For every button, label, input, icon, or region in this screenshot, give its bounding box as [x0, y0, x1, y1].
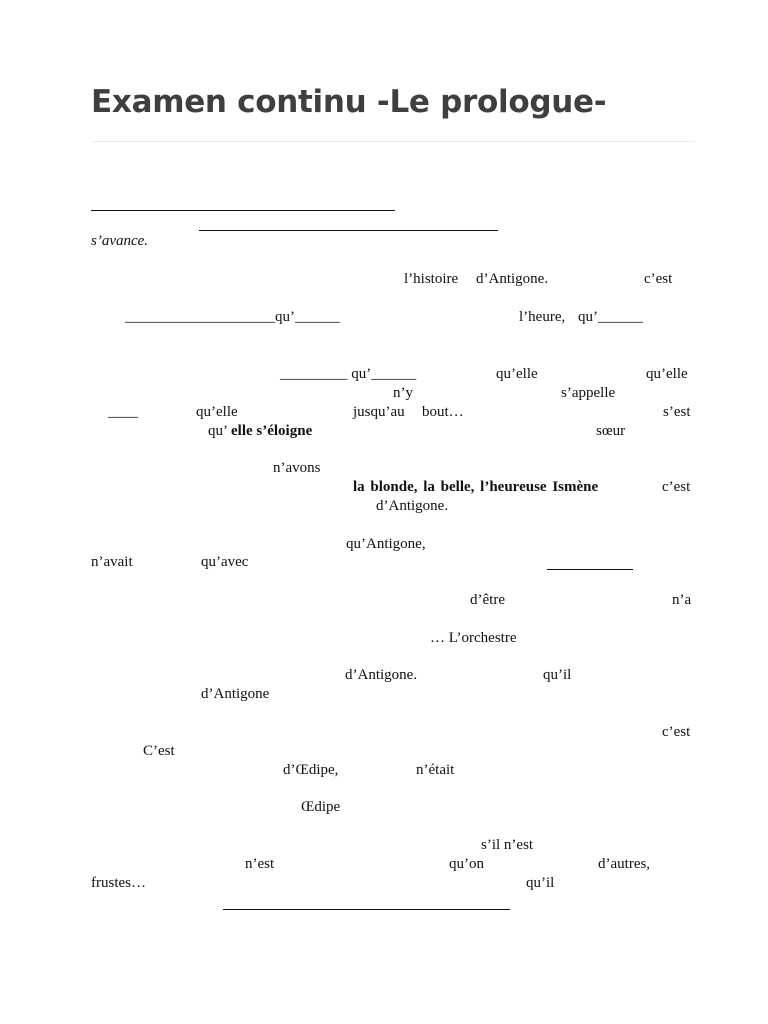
text-fragment: c’est	[662, 724, 691, 740]
text-fragment: frustes…	[91, 875, 146, 891]
text-fragment: jusqu’au	[353, 404, 405, 420]
answer-blank-line	[547, 569, 633, 570]
text-fragment: qu’avec	[201, 554, 249, 570]
bold-text-fragment: la blonde, la belle, l’heureuse Ismène	[353, 479, 599, 495]
text-fragment: n’est	[245, 856, 275, 872]
text-fragment: d’être	[470, 592, 505, 608]
text-fragment: l’histoire	[404, 271, 459, 287]
text-fragment: c’est	[662, 479, 691, 495]
text-fragment: l’heure,	[519, 309, 566, 325]
fill-in-blank: _________ qu’______	[280, 366, 417, 382]
answer-blank-line	[199, 230, 498, 231]
text-fragment: d’Antigone.	[345, 667, 418, 683]
page-title: Examen continu -Le prologue-	[91, 84, 607, 120]
text-fragment: bout…	[422, 404, 464, 420]
text-fragment: C’est	[143, 743, 175, 759]
text-fragment: Œdipe	[301, 799, 341, 815]
text-fragment: d’Antigone	[201, 686, 270, 702]
text-fragment: sœur	[596, 423, 626, 439]
fill-in-blank: qu’______	[578, 309, 643, 325]
text-fragment: qu’on	[449, 856, 484, 872]
answer-blank-line	[223, 909, 510, 910]
text-fragment: n’a	[672, 592, 692, 608]
text-fragment: d’Antigone.	[376, 498, 449, 514]
fill-in-blank: ____________________qu’______	[125, 309, 340, 325]
text-fragment: s’il n’est	[481, 837, 534, 853]
text-fragment: n’avons	[273, 460, 321, 476]
text-fragment: qu’	[208, 423, 228, 439]
text-fragment: s’appelle	[561, 385, 616, 401]
answer-blank-line	[91, 210, 395, 211]
text-fragment: n’était	[416, 762, 455, 778]
text-fragment: d’autres,	[598, 856, 651, 872]
text-fragment: qu’elle	[196, 404, 238, 420]
text-fragment: qu’elle	[646, 366, 688, 382]
text-fragment: d’Antigone.	[476, 271, 549, 287]
text-fragment: n’y	[393, 385, 413, 401]
text-fragment: qu’elle	[496, 366, 538, 382]
text-fragment: … L’orchestre	[430, 630, 517, 646]
fill-in-blank: ____	[108, 404, 138, 420]
text-fragment: s’est	[663, 404, 691, 420]
text-fragment: c’est	[644, 271, 673, 287]
text-fragment: d’Œdipe,	[283, 762, 339, 778]
text-fragment: qu’Antigone,	[346, 536, 426, 552]
text-fragment: qu’il	[543, 667, 572, 683]
bold-text-fragment: elle s’éloigne	[231, 423, 313, 439]
text-fragment: qu’il	[526, 875, 555, 891]
text-fragment: s’avance.	[91, 233, 149, 249]
text-fragment: n’avait	[91, 554, 133, 570]
